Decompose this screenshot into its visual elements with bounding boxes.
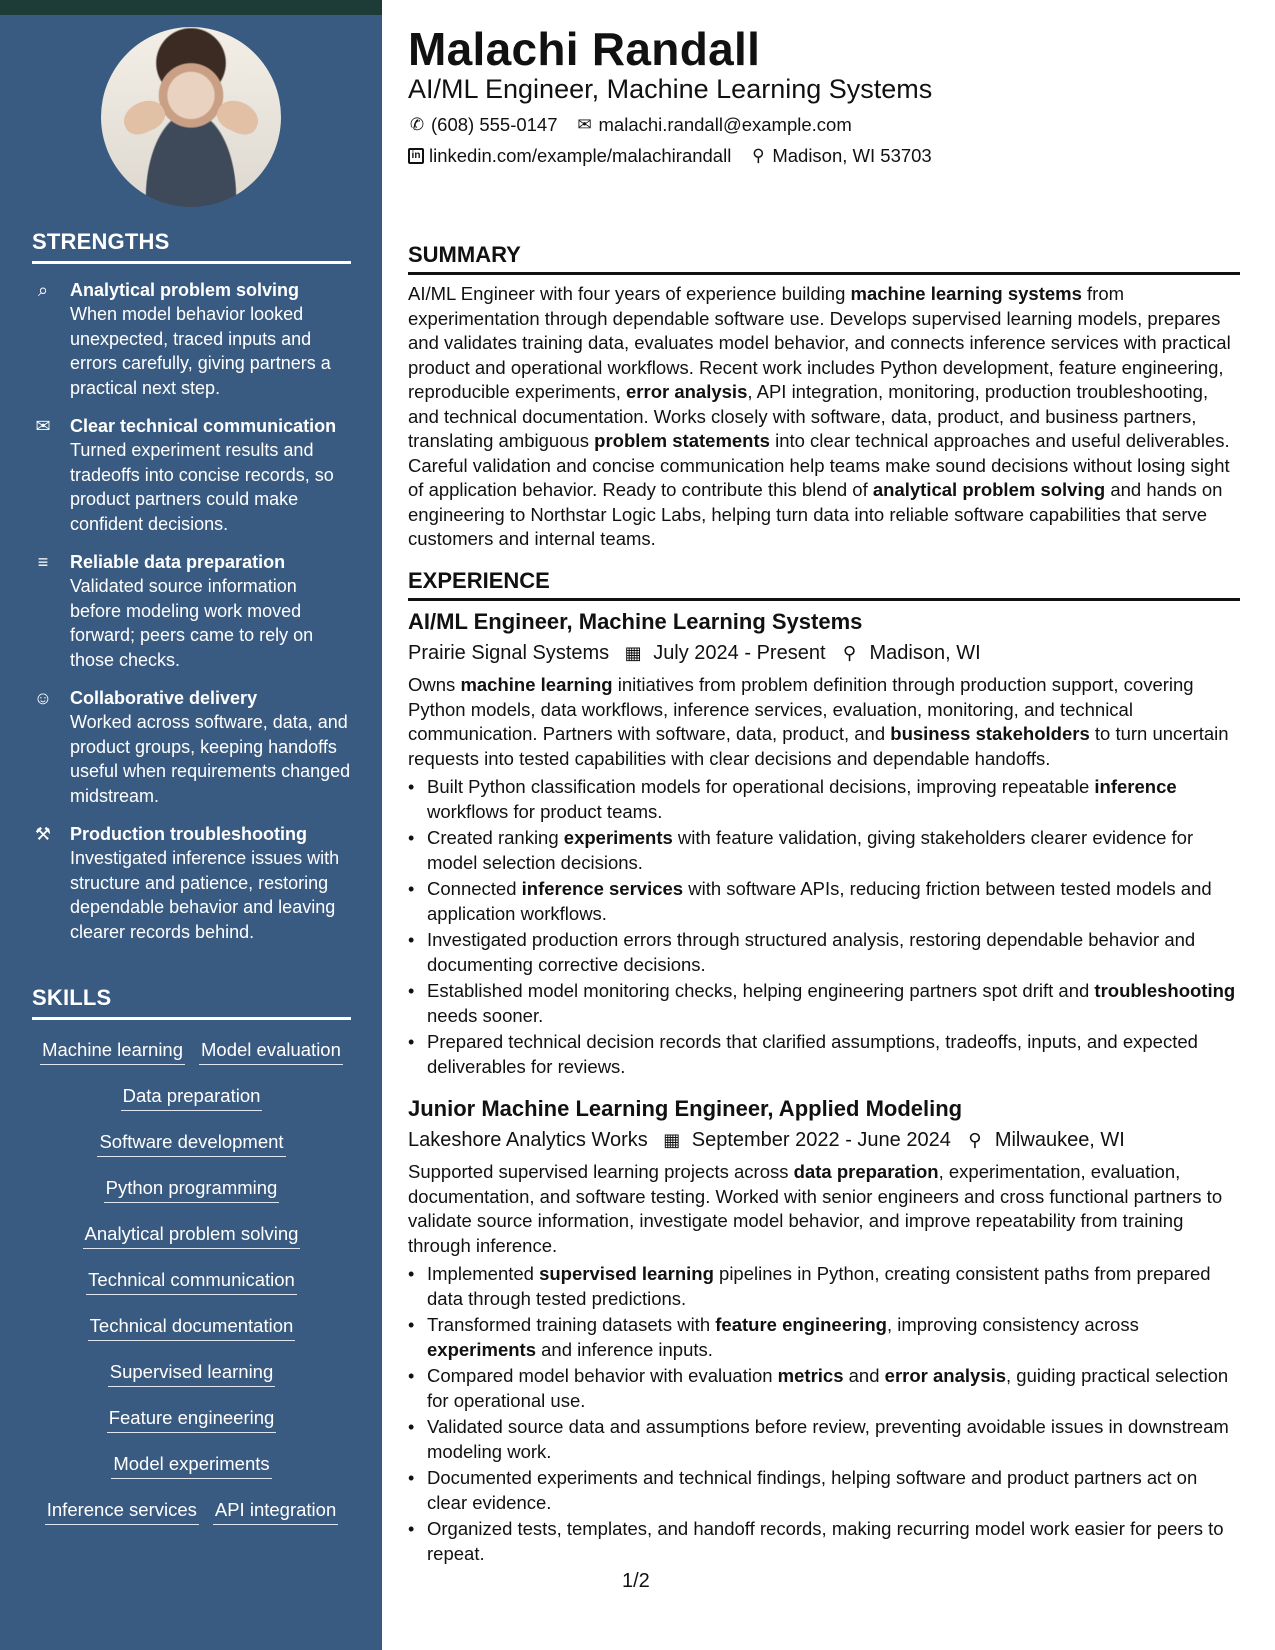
envelope-icon: ✉ (577, 115, 592, 134)
strength-description: Validated source information before modeling work moved forward; peers came to rely on those checks. (70, 576, 314, 670)
emphasis-text: experiments (427, 1338, 536, 1360)
bullet-item: • Connected inference services with software APIs, reducing friction between tested models and application workflows. (408, 877, 1240, 926)
emphasis-text: problem statements (594, 430, 770, 451)
emphasis-text: experiments (563, 827, 673, 848)
profile-photo (101, 27, 281, 207)
job-bullets (408, 1262, 1240, 1566)
skill-tag: API integration (213, 1498, 338, 1525)
emphasis-text: inference (1094, 776, 1177, 797)
bullet-item: • Established model monitoring checks, helping engineering partners spot drift and troubleshooting needs sooner. (408, 979, 1240, 1028)
strengths-section (32, 229, 351, 944)
strength-title: Reliable data preparation (70, 552, 286, 572)
strength-item (32, 822, 351, 944)
job-description: Owns machine learning initiatives from problem definition through production support, covering Python models, data workflows, inference services, evaluation, monitoring, and technical communication. Partners with software, data, product, and business stakeholders to turn uncertain requests into tested capabilities with clear decisions and dependable handoffs. (408, 674, 1229, 769)
bullet-item: • Created ranking experiments with feature validation, giving stakeholders clearer evidence for model selection decisions. (408, 826, 1240, 875)
strength-title: Clear technical communication (70, 416, 337, 436)
skills-list (32, 1030, 351, 1536)
skill-tag: Data preparation (121, 1084, 263, 1111)
emphasis-text: business stakeholders (890, 723, 1090, 744)
summary-heading: SUMMARY (408, 242, 1240, 275)
phone-contact (408, 114, 558, 136)
strength-title: Analytical problem solving (70, 280, 300, 300)
experience-heading: EXPERIENCE (408, 568, 1240, 601)
chat-icon: ✉ (35, 416, 51, 436)
sidebar (0, 15, 382, 1650)
map-pin-icon: ⚲ (842, 643, 857, 663)
bullet-item: • Transformed training datasets with feature engineering, improving consistency across experiments and inference inputs. (408, 1313, 1240, 1362)
job-entry (408, 608, 1240, 1081)
location-contact (749, 145, 931, 167)
phone-icon: ✆ (409, 115, 425, 134)
candidate-name: Malachi Randall (408, 23, 761, 75)
calendar-icon: ▦ (624, 643, 642, 663)
skill-tag: Technical documentation (88, 1314, 296, 1341)
bullet-item: • Validated source data and assumptions before review, preventing avoidable issues in downstream modeling work. (408, 1415, 1240, 1464)
strength-title: Production troubleshooting (70, 824, 307, 844)
location-text: Madison, WI 53703 (772, 145, 932, 166)
emphasis-text: metrics (777, 1365, 844, 1386)
job-location: ⚲ Madison, WI (840, 642, 981, 665)
sidebar-top-band (0, 0, 382, 15)
skill-tag: Inference services (45, 1498, 199, 1525)
emphasis-text: feature engineering (715, 1314, 887, 1335)
emphasis-text: troubleshooting (1094, 980, 1236, 1001)
users-icon: ☺ (33, 688, 53, 708)
job-entry (408, 1095, 1240, 1568)
bullet-item: • Implemented supervised learning pipelines in Python, creating consistent paths from prepared data through tested predictions. (408, 1262, 1240, 1311)
skills-heading: SKILLS (32, 985, 351, 1020)
job-location: ⚲ Milwaukee, WI (965, 1129, 1125, 1152)
job-meta (408, 642, 1240, 665)
strength-item (32, 278, 351, 400)
linkedin-contact[interactable] (408, 145, 731, 167)
bullet-item: • Documented experiments and technical findings, helping software and product partners act on clear evidence. (408, 1466, 1240, 1515)
bullet-item: • Organized tests, templates, and handoff records, making recurring model work easier for peers to repeat. (408, 1517, 1240, 1566)
skills-section (32, 985, 351, 1536)
emphasis-text: analytical problem solving (872, 479, 1106, 500)
strength-description: When model behavior looked unexpected, traced inputs and errors carefully, giving partners a practical next step. (70, 304, 331, 398)
summary-text: AI/ML Engineer with four years of experience building machine learning systems from experimentation through dependable software use. Develops supervised learning models, prepares and validates training data, evaluates model behavior, and connects inference services with practical product and operational workflows. Recent work includes Python development, feature engineering, reproducible experiments, error analysis, API integration, monitoring, production troubleshooting, and technical documentation. Works closely with software, data, product, and business partners, translating ambiguous problem statements into clear technical approaches and useful deliverables. Careful validation and concise communication help teams make sound decisions without losing sight of application behavior. Ready to contribute this blend of analytical problem solving and hands on engineering to Northstar Logic Labs, helping turn data into reliable software capabilities that serve customers and internal teams. (408, 283, 1231, 549)
strength-description: Investigated inference issues with structure and patience, restoring dependable behavior and leaving clearer records behind. (70, 848, 340, 942)
company-name: Prairie Signal Systems (408, 642, 610, 664)
job-description: Supported supervised learning projects across data preparation, experimentation, evaluation, documentation, and software testing. Worked with senior engineers and cross functional partners to validate source information, investigate model behavior, and improve repeatability from training through inference. (408, 1161, 1223, 1256)
bullet-item: • Investigated production errors through structured analysis, restoring dependable behavior and documenting corrective decisions. (408, 928, 1240, 977)
map-pin-icon: ⚲ (752, 146, 765, 165)
candidate-title: AI/ML Engineer, Machine Learning Systems (408, 74, 933, 104)
emphasis-text: inference services (521, 878, 684, 899)
emphasis-text: error analysis (626, 381, 748, 402)
emphasis-text: machine learning (460, 674, 613, 695)
wrench-icon: ⚒ (34, 824, 52, 844)
emphasis-text: machine learning systems (850, 283, 1082, 304)
strength-item (32, 414, 351, 536)
skill-tag: Model evaluation (199, 1038, 343, 1065)
database-icon: ≡ (37, 552, 49, 572)
strength-title: Collaborative delivery (70, 688, 258, 708)
emphasis-text: supervised learning (539, 1263, 714, 1284)
skill-tag: Feature engineering (107, 1406, 277, 1433)
skill-tag: Software development (97, 1130, 285, 1157)
contact-line-1 (408, 114, 870, 136)
skill-tag: Technical communication (86, 1268, 297, 1295)
email-contact[interactable] (576, 114, 852, 136)
strengths-heading: STRENGTHS (32, 229, 351, 264)
bullet-item: • Compared model behavior with evaluation metrics and error analysis, guiding practical selection for operational use. (408, 1364, 1240, 1413)
job-dates: ▦ July 2024 - Present (624, 642, 826, 664)
strength-description: Worked across software, data, and product groups, keeping handoffs useful when requirements changed midstream. (70, 712, 351, 806)
emphasis-text: error analysis (884, 1365, 1007, 1386)
skill-tag: Python programming (104, 1176, 280, 1203)
skill-tag: Machine learning (40, 1038, 185, 1065)
strength-item (32, 686, 351, 808)
job-title: AI/ML Engineer, Machine Learning Systems (408, 609, 863, 634)
map-pin-icon: ⚲ (968, 1130, 982, 1150)
strength-item (32, 550, 351, 672)
bullet-item: • Built Python classification models for operational decisions, improving repeatable inference workflows for product teams. (408, 775, 1240, 824)
page-number: 1/2 (622, 1570, 650, 1592)
job-dates: ▦ September 2022 - June 2024 (663, 1129, 951, 1151)
strengths-list (32, 278, 351, 944)
skill-tag: Analytical problem solving (83, 1222, 301, 1249)
search-icon: ⌕ (37, 280, 49, 300)
linkedin-text[interactable]: linkedin.com/example/malachirandall (429, 145, 732, 166)
contact-line-2 (408, 145, 950, 167)
company-name: Lakeshore Analytics Works (408, 1129, 648, 1151)
skill-tag: Supervised learning (108, 1360, 276, 1387)
strength-description: Turned experiment results and tradeoffs into concise records, so product partners could make confident decisions. (70, 440, 334, 534)
calendar-icon: ▦ (663, 1130, 681, 1150)
linkedin-icon: in (408, 148, 424, 164)
phone-text: (608) 555-0147 (431, 114, 558, 135)
emphasis-text: data preparation (793, 1161, 939, 1182)
job-bullets (408, 775, 1240, 1079)
email-text[interactable]: malachi.randall@example.com (598, 114, 852, 135)
bullet-item: • Prepared technical decision records that clarified assumptions, tradeoffs, inputs, and expected deliverables for reviews. (408, 1030, 1240, 1079)
skill-tag: Model experiments (111, 1452, 271, 1479)
job-title: Junior Machine Learning Engineer, Applied Modeling (408, 1096, 963, 1121)
job-meta (408, 1129, 1240, 1152)
